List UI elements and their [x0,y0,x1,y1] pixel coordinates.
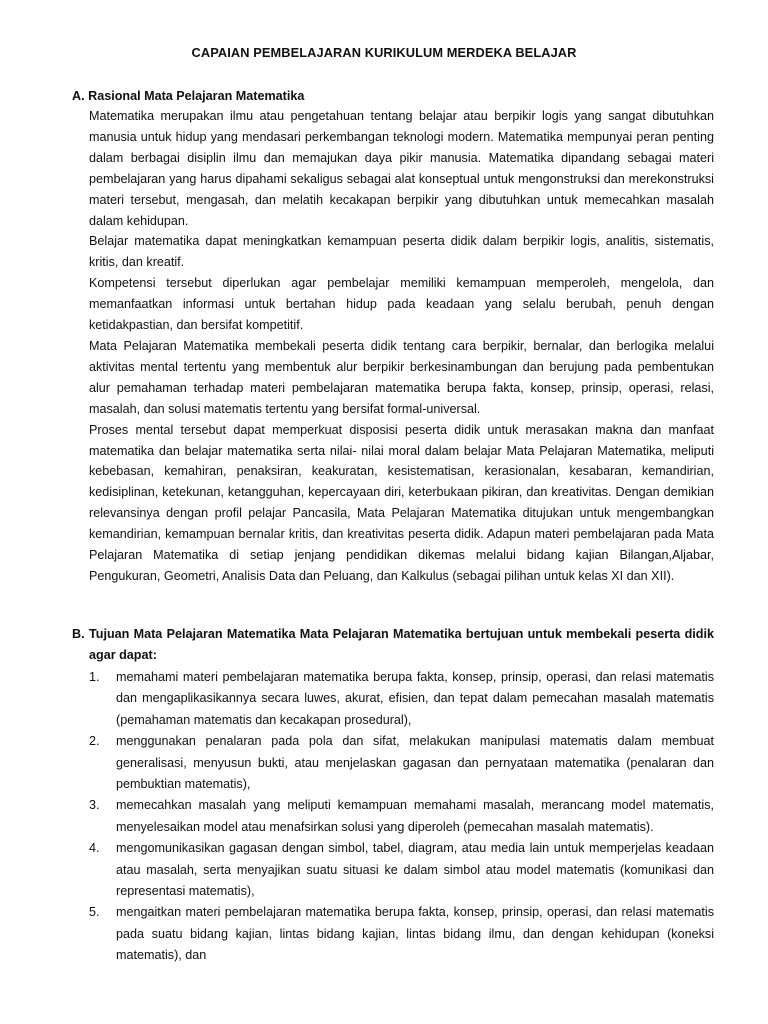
section-a-heading: A. Rasional Mata Pelajaran Matematika [72,89,305,103]
section-b-list [89,667,714,967]
list-item [89,838,714,902]
list-item-number: 5. [89,905,100,920]
list-item [89,667,714,731]
section-b-heading [72,624,714,666]
list-item-text: memahami materi pembelajaran matematika berupa fakta, konsep, prinsip, operasi, dan relasi matematis dan mengaplikasikannya secara luwes, akurat, efisien, dan tepat dalam pemecahan masalah matematis (pemahaman matematis dan kecakapan prosedural), [116,670,714,727]
list-item [89,731,714,795]
list-item-text: mengaitkan materi pembelajaran matematika berupa fakta, konsep, prinsip, operasi, dan relasi matematis pada suatu bidang kajian, lintas bidang kajian, lintas bidang ilmu, dan dengan kehidupan (koneksi matematis), dan [116,905,714,963]
section-a-paragraph: Mata Pelajaran Matematika membekali peserta didik tentang cara berpikir, bernalar, dan berlogika melalui aktivitas mental tertentu yang membentuk alur berpikir berkesinambungan dan berujung pada pembentukan alur pemahaman terhadap materi pembelajaran matematika berupa fakta, konsep, prinsip, operasi, relasi, masalah, dan solusi matematis tertentu yang bersifat formal-universal. [89,338,714,416]
list-item-number: 3. [89,798,100,813]
list-item-text: menggunakan penalaran pada pola dan sifat, melakukan manipulasi matematis dalam membuat generalisasi, menyusun bukti, atau menjelaskan gagasan dan pernyataan matematika (penalaran dan pembuktian matematis), [116,734,714,792]
list-item-number: 1. [89,670,100,684]
list-item-number: 2. [89,734,100,749]
section-a-paragraph: Belajar matematika dapat meningkatkan kemampuan peserta didik dalam berpikir logis, analitis, sistematis, kritis, dan kreatif. [89,234,714,270]
list-item [89,902,714,966]
list-item-number: 4. [89,841,100,856]
section-a-paragraph: Matematika merupakan ilmu atau pengetahuan tentang belajar atau berpikir logis yang sangat dibutuhkan manusia untuk hidup yang mendasari perkembangan teknologi modern. Matematika mempunyai peran penting dalam berbagai disiplin ilmu dan memajukan daya pikir manusia. Matematika dipandang sebagai materi pembelajaran yang harus dipahami sekaligus sebagai alat konseptual untuk mengonstruksi dan merekonstruksi materi tersebut, mengasah, dan melatih kecakapan berpikir yang dibutuhkan untuk memecahkan masalah dalam kehidupan. [89,109,714,228]
list-item [89,795,714,838]
section-a-paragraph: Kompetensi tersebut diperlukan agar pembelajar memiliki kemampuan memperoleh, mengelola, dan memanfaatkan informasi untuk bertahan hidup pada keadaan yang selalu berubah, penuh dengan ketidakpastian, dan bersifat kompetitif. [89,276,714,333]
section-b-letter: B. [72,627,85,641]
list-item-text: mengomunikasikan gagasan dengan simbol, tabel, diagram, atau media lain untuk memperjelas keadaan atau masalah, serta menyajikan suatu situasi ke dalam simbol atau model matematis (komunikasi dan representasi matematis), [116,841,714,899]
section-a-body [89,106,714,587]
section-b-heading-text: Tujuan Mata Pelajaran Matematika Mata Pelajaran Matematika bertujuan untuk membekali peserta didik agar dapat: [89,627,714,663]
section-a-paragraph: Proses mental tersebut dapat memperkuat disposisi peserta didik untuk merasakan makna dan manfaat matematika dan belajar matematika serta nilai- nilai moral dalam belajar Mata Pelajaran Matematika, meliputi kebebasan, kemahiran, penaksiran, keakuratan, kesistematisan, kerasionalan, kesabaran, kemandirian, kedisiplinan, ketekunan, ketangguhan, kepercayaan diri, keterbukaan pikiran, dan kreativitas. Dengan demikian relevansinya dengan profil pelajar Pancasila, Mata Pelajaran Matematika ditujukan untuk mengembangkan kemandirian, kemampuan bernalar kritis, dan kreativitas peserta didik. Adapun materi pembelajaran pada Mata Pelajaran Matematika di setiap jenjang pendidikan dikemas melalui bidang kajian Bilangan,Aljabar, Pengukuran, Geometri, Analisis Data dan Peluang, dan Kalkulus (sebagai pilihan untuk kelas XI dan XII). [89,422,714,583]
document-title: CAPAIAN PEMBELAJARAN KURIKULUM MERDEKA BELAJAR [191,45,577,60]
list-item-text: memecahkan masalah yang meliputi kemampuan memahami masalah, merancang model matematis, menyelesaikan model atau menafsirkan solusi yang diperoleh (pemecahan masalah matematis). [116,798,714,834]
